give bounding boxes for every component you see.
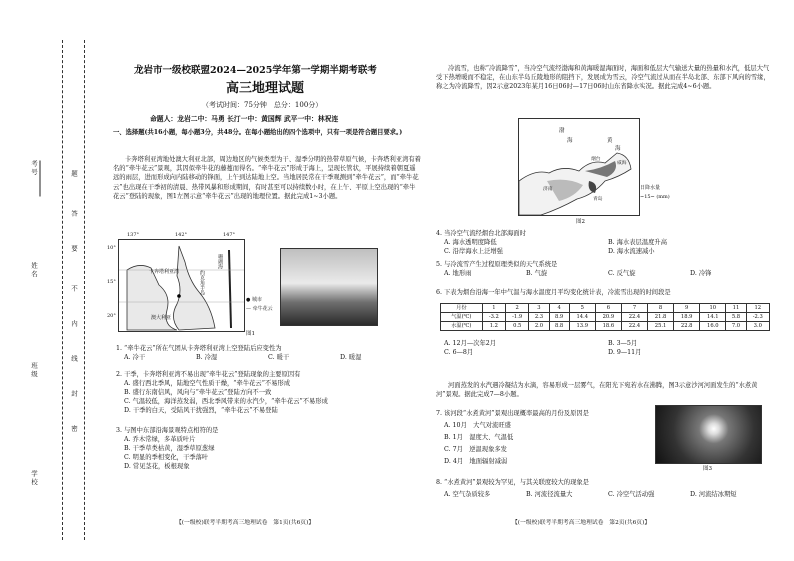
table-cell: 3.0 xyxy=(746,322,769,331)
table-cell: 5.8 xyxy=(726,313,746,322)
option-b[interactable]: B. 盛行东南信风，风向与“牵牛花云”登陆方向不一致 xyxy=(124,389,272,396)
table-cell: 18.9 xyxy=(674,313,700,322)
table-cell: 25.1 xyxy=(648,322,674,331)
map-label: 黄 xyxy=(607,138,613,144)
table-row-header: 月份 xyxy=(441,304,483,313)
table-cell: -3.2 xyxy=(482,313,505,322)
question-7 xyxy=(436,409,646,466)
seal-char: 答 xyxy=(70,210,78,219)
option-a[interactable]: A. 乔木常绿，多革质叶片 xyxy=(124,436,196,443)
passage-2: 冷流雪，也称“冷流降雪”，当冷空气流经渤海和黄海暖湿海面时，海面和低层大气输送大量的热量和水汽，低层大气受下热增暖而不稳定，在山东半岛丘陵地形的阻挡下，发展成为雪云，冷空气流过从而在半岛北部、东部下风向的雪缘，称之为冷流降雪，因2示意2023年某月16日06时—17日06时山东省降水实况。据此完成4~6小题。 xyxy=(436,65,770,91)
table-cell: 8.8 xyxy=(549,322,569,331)
option-b[interactable]: B. 河流径流量大 xyxy=(526,491,573,498)
exam-no-blank xyxy=(40,161,41,197)
legend-unit: ~15~ (mm) xyxy=(640,194,670,200)
question-4 xyxy=(436,229,770,256)
authors: 命题人：龙岩二中：马勇 长汀一中：黄国辉 武平一中：林祝连 xyxy=(150,115,339,123)
option-c[interactable]: C. 气温较低，海洋蒸发弱，西北季风带来的水汽少，“牵牛花云”不易形成 xyxy=(124,398,328,405)
legend-cloud-label: 牵牛花云 xyxy=(252,306,273,312)
table-cell: 1.2 xyxy=(482,322,505,331)
question-stem: 8. “水煮黄河”景观较为罕见，与其关联度较大的现象是 xyxy=(436,479,589,486)
legend-city-label: 城市 xyxy=(251,297,262,303)
binding-margin xyxy=(0,0,110,561)
option-d[interactable]: D. 暖湿 xyxy=(340,354,362,361)
table-cell: 13.9 xyxy=(569,322,595,331)
australia-map xyxy=(119,240,244,331)
lat-label: 15° xyxy=(107,279,116,285)
table-cell: 0.5 xyxy=(506,322,529,331)
map-label: 渤 xyxy=(559,128,565,134)
table-cell: 1 xyxy=(482,304,505,313)
table-cell: 8.9 xyxy=(549,313,569,322)
table-cell: 22.8 xyxy=(674,322,700,331)
seal-char: 不 xyxy=(70,285,78,294)
table-cell: 4 xyxy=(549,304,569,313)
option-d[interactable]: D. 河流结冰期短 xyxy=(690,491,737,498)
map-label: 海 xyxy=(567,138,573,144)
map-label: 澳大利亚 xyxy=(151,315,172,321)
option-d[interactable]: D. 常见茎花，板根现象 xyxy=(124,463,190,470)
table-cell: 22.4 xyxy=(621,322,647,331)
table-row xyxy=(441,313,770,322)
seal-char: 内 xyxy=(70,320,78,329)
seal-line-inner xyxy=(84,40,85,540)
legend-title: 日降水量 xyxy=(640,185,661,191)
seal-char: 线 xyxy=(70,355,78,364)
figure-1-caption: 图1 xyxy=(246,331,255,337)
option-a[interactable]: A. 12月—次年2月 xyxy=(444,340,497,347)
table-cell: 10 xyxy=(700,304,726,313)
lon-label: 137° xyxy=(127,232,140,238)
question-5 xyxy=(436,260,770,278)
question-3 xyxy=(116,426,424,471)
question-stem: 2. 干季，卡奔塔利亚湾不易出现“牵牛花云”登陆现象的主要原因有 xyxy=(116,371,301,378)
table-cell: 2.0 xyxy=(529,322,549,331)
lon-label: 142° xyxy=(175,232,188,238)
seal-char: 要 xyxy=(70,245,78,254)
option-b[interactable]: B. 气旋 xyxy=(526,270,548,277)
option-a[interactable]: A. 地形雨 xyxy=(444,270,472,277)
exam-title: 龙岩市一级校联盟2024—2025学年第一学期半期考联考 xyxy=(134,65,377,76)
table-cell: 11 xyxy=(726,304,746,313)
question-stem: 5. 与冷流雪产生过程原理类似的天气系统是 xyxy=(436,261,558,268)
lon-label: 147° xyxy=(223,232,236,238)
table-cell: 2.3 xyxy=(529,313,549,322)
table-cell: 5 xyxy=(569,304,595,313)
question-stem: 1. “牵牛花云”所在气团从卡奔塔利亚湾上空登陆后应变性为 xyxy=(116,345,282,352)
question-6-options xyxy=(436,339,770,357)
passage-1: 卡奔塔利亚湾地处澳大利亚北部，周边地区的气候类型为干、湿季分明的热带草原气候，卡奔塔利亚湾有着名的“牵牛花云”景观，其因似牵牛花的藤蔓而得名。“牵牛花云”形成于海上，呈现长管状，平展持续着朝夏遥远的雨层，进而形成向内陆移动的锋面，上午到达陆地上空。当地居民常在干季观测到“牵牛花云”，而“牵牛花云”也出现在干季初的清晨、热带风暴和形成期间，有时甚至可以持续数小时，在上午、平原上空出现的“牵牛花云”登陆的现象，图1左图示意“牵牛花云”出现的地理位置。据此完成1~3小题。 xyxy=(113,156,421,200)
table-cell: 14.4 xyxy=(569,313,595,322)
school-label: 学校 xyxy=(30,470,38,487)
option-d[interactable]: D. 4月 地面辐射减弱 xyxy=(444,458,508,465)
option-d[interactable]: D. 冷锋 xyxy=(690,270,712,277)
option-d[interactable]: D. 9—11月 xyxy=(608,349,642,356)
figure-2-caption: 图2 xyxy=(576,219,585,225)
temperature-table xyxy=(440,303,770,331)
footer-left: 【(一级校)联考半期考高三地理试卷 第1页(共6页)】 xyxy=(176,520,315,526)
class-label: 班级 xyxy=(30,362,38,379)
option-a[interactable]: A. 冷干 xyxy=(124,354,146,361)
lat-label: 10° xyxy=(107,245,116,251)
question-1 xyxy=(116,344,424,362)
option-a[interactable]: A. 空气杂质较多 xyxy=(444,491,491,498)
map-label: 烟台 xyxy=(591,157,601,162)
option-c[interactable]: C. 沿岸海水上泛增强 xyxy=(444,248,503,255)
exam-no-label: 考号 xyxy=(30,160,38,177)
table-cell: 9 xyxy=(674,304,700,313)
table-cell: 12 xyxy=(746,304,769,313)
table-row-header: 水温(℃) xyxy=(441,322,483,331)
map-label: 珊瑚海 xyxy=(217,254,223,269)
table-cell: 3 xyxy=(529,304,549,313)
table-cell: 22.4 xyxy=(621,313,647,322)
table-cell: -2.3 xyxy=(746,313,769,322)
option-d[interactable]: D. 干季的白天，受陆风干扰强烈，“牵牛花云”不易登陆 xyxy=(124,407,278,414)
option-c[interactable]: C. 7月 逆温现象多发 xyxy=(444,446,507,453)
question-2 xyxy=(116,370,424,415)
map-label: 济南 xyxy=(543,187,553,192)
footer-right: 【(一级校)联考半期考高三地理试卷 第2页(共6页)】 xyxy=(512,520,651,526)
page-title: 高三地理试题 xyxy=(226,81,305,96)
figure-2-map xyxy=(518,118,640,216)
option-b[interactable]: B. 干季草类枯黄，湿季草原葱绿 xyxy=(124,445,215,452)
table-cell: 7.0 xyxy=(726,322,746,331)
exam-info: （考试时间：75分钟 总分：100分） xyxy=(202,101,323,109)
table-cell: 7 xyxy=(621,304,647,313)
table-cell: 18.6 xyxy=(595,322,621,331)
option-c[interactable]: C. 冷空气活动强 xyxy=(608,491,655,498)
option-c[interactable]: C. 反气旋 xyxy=(608,270,636,277)
option-b[interactable]: B. 冷湿 xyxy=(196,354,218,361)
seal-char: 题 xyxy=(70,170,78,179)
table-cell: 14.1 xyxy=(700,313,726,322)
map-label: 海 xyxy=(615,146,621,152)
table-cell: 21.8 xyxy=(648,313,674,322)
seal-char: 封 xyxy=(70,390,78,399)
figure-1-map xyxy=(107,232,245,332)
map-label: 威海 xyxy=(617,161,627,166)
figure-3-photo xyxy=(655,405,762,464)
table-cell: 16.0 xyxy=(700,322,726,331)
seal-line-outer xyxy=(62,40,63,540)
option-b[interactable]: B. 海水表层温度升高 xyxy=(608,239,668,246)
table-row-header: 气温(℃) xyxy=(441,313,483,322)
table-cell: 6 xyxy=(595,304,621,313)
option-c[interactable]: C. 暖干 xyxy=(268,354,290,361)
map-label: 青岛 xyxy=(593,197,603,202)
option-a[interactable]: A. 盛行西北季风，陆地空气性质干燥，“牵牛花云”不易形成 xyxy=(124,380,291,387)
section-heading: 一、选择题(共16小题，每小题3分，共48分。在每小题给出的四个选项中，只有一项是符合题目要求。) xyxy=(113,129,403,136)
figure-3-caption: 图3 xyxy=(703,466,712,472)
table-cell: 2 xyxy=(506,304,529,313)
option-a[interactable]: A. 海水透明度降低 xyxy=(444,239,497,246)
figure-2-legend xyxy=(640,184,680,202)
option-b[interactable]: B. 1月 湿度大、气温低 xyxy=(444,434,514,441)
option-c[interactable]: C. 明显的季相变化，干季落叶 xyxy=(124,454,209,461)
option-c[interactable]: C. 6—8月 xyxy=(444,349,474,356)
map-label: 约克角半岛 xyxy=(199,270,205,295)
table-cell: 8 xyxy=(648,304,674,313)
table-row xyxy=(441,322,770,331)
passage-3: 河面蒸发的水汽遇冷凝结为水滴，容易形成一层雾气，在阳光下宛若水在沸腾，图3示意沙河河面发生的“水煮黄河”景观。据此完成7—8小题。 xyxy=(436,382,758,399)
option-b[interactable]: B. 3—5月 xyxy=(608,340,638,347)
lat-label: 20° xyxy=(107,313,116,319)
table-cell: -1.9 xyxy=(506,313,529,322)
question-stem: 4. 当冷空气流经烟台北部海面时 xyxy=(436,230,526,237)
question-stem: 3. 与图中东部沿海景观特点相符的是 xyxy=(116,427,219,434)
question-8 xyxy=(436,478,776,499)
seal-char: 密 xyxy=(70,425,78,434)
figure-1-legend xyxy=(246,296,276,314)
question-6-stem: 6. 下表为烟台沿海一年中气温与海水温度月平均变化统计表，冷流雪出现的时间段是 xyxy=(436,289,671,296)
table-row xyxy=(441,304,770,313)
figure-1-photo xyxy=(280,248,378,326)
option-d[interactable]: D. 海水流速减小 xyxy=(608,248,655,255)
legend-city: ● 城市 xyxy=(246,297,262,303)
legend-cloud: — 牵牛花云 xyxy=(246,306,273,312)
map-label: 卡奔塔利亚湾 xyxy=(149,269,180,275)
name-label: 姓名 xyxy=(30,262,38,279)
table-cell: 20.9 xyxy=(595,313,621,322)
option-a[interactable]: A. 10月 大气对流旺盛 xyxy=(444,422,511,429)
question-stem: 7. 该河段“水煮黄河”景观出现概率最高的月份及原因是 xyxy=(436,410,589,417)
